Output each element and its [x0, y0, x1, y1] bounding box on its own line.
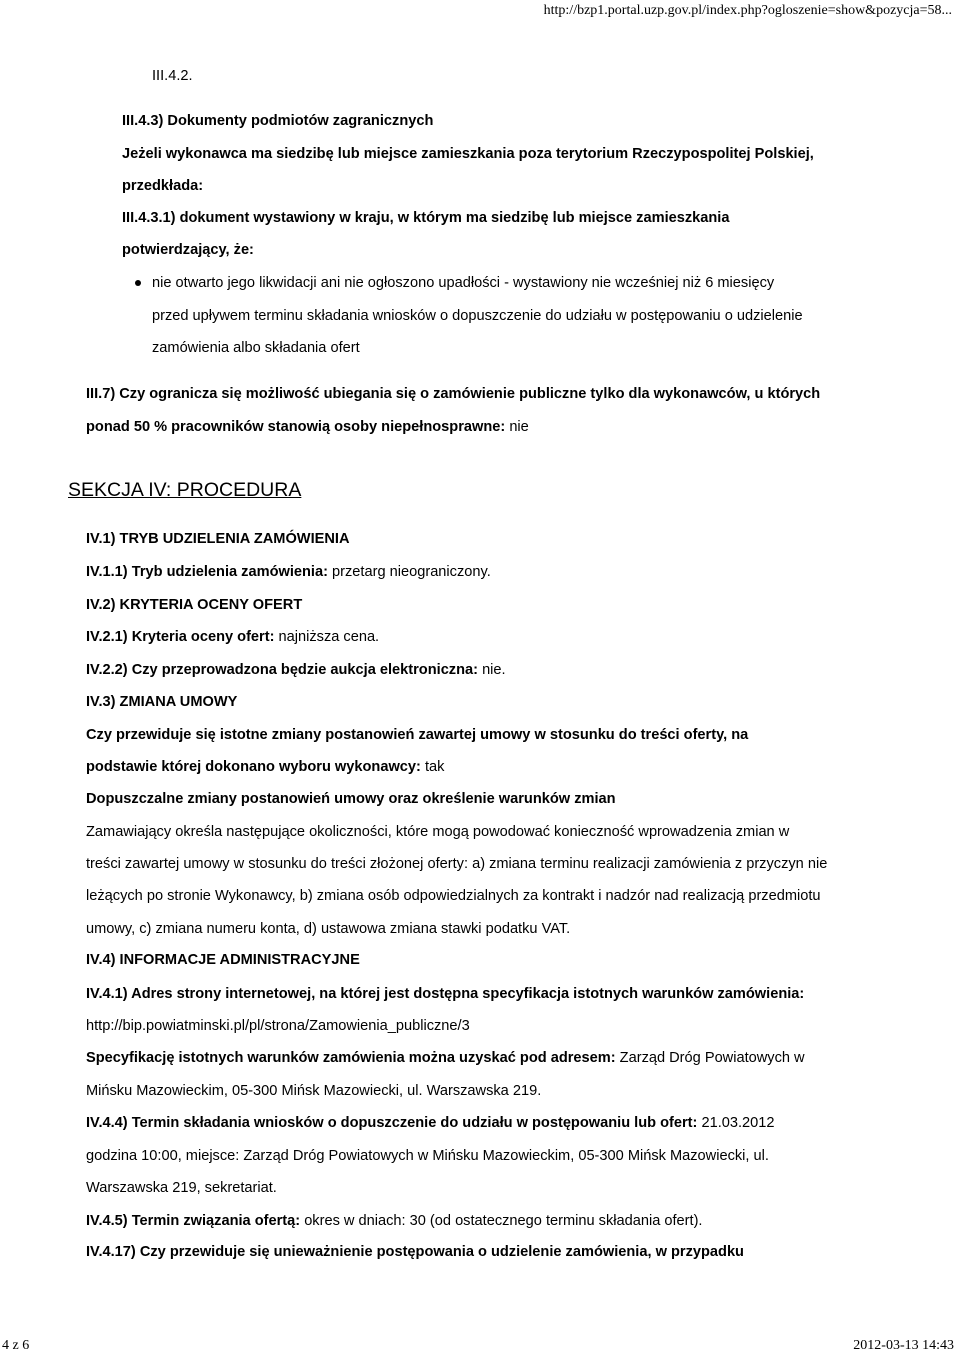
siwz-label: Specyfikację istotnych warunków zamówienia można uzyskać pod adresem:	[86, 1050, 616, 1066]
iv-2-1-value: najniższa cena.	[278, 629, 380, 645]
section-iv-4-heading: IV.4) INFORMACJE ADMINISTRACYJNE	[86, 952, 360, 968]
section-iv-3-heading: IV.3) ZMIANA UMOWY	[86, 694, 238, 710]
iv-3-question-label: podstawie której dokonano wyboru wykonawcy:	[86, 759, 421, 775]
section-iii-7-question-line-2	[86, 418, 529, 436]
print-datetime: 2012-03-13 14:43	[853, 1338, 954, 1353]
section-iii-7-question-line-1: III.7) Czy ogranicza się możliwość ubiegania się o zamówienie publiczne tylko dla wykonawców, u których	[86, 386, 821, 402]
iv-4-1-url: http://bip.powiatminski.pl/pl/strona/Zamowienia_publiczne/3	[86, 1018, 470, 1034]
bullet-text-line-2: przed upływem terminu składania wniosków o dopuszczenie do udziału w postępowaniu o udzielenie	[152, 308, 803, 324]
section-iv-2-2	[86, 661, 506, 679]
iv-3-changes-line-4: umowy, c) zmiana numeru konta, d) ustawowa zmiana stawki podatku VAT.	[86, 921, 571, 937]
iv-2-2-value: nie.	[482, 662, 506, 678]
iv-4-4-line-3: Warszawska 219, sekretariat.	[86, 1180, 277, 1196]
section-iv-2-1	[86, 628, 379, 646]
iv-3-answer: tak	[424, 759, 445, 775]
iv-4-4-line-1	[86, 1114, 775, 1132]
siwz-address-line-2: Mińsku Mazowieckim, 05-300 Mińsk Mazowiecki, ul. Warszawska 219.	[86, 1083, 542, 1099]
section-iv-1-heading: IV.1) TRYB UDZIELENIA ZAMÓWIENIA	[86, 531, 350, 547]
section-iii-4-3-heading: III.4.3) Dokumenty podmiotów zagranicznych	[122, 113, 434, 129]
siwz-value-1: Zarząd Dróg Powiatowych w	[619, 1050, 805, 1066]
iv-3-question-line-2	[86, 758, 444, 776]
iv-3-changes-line-1: Zamawiający określa następujące okoliczności, które mogą powodować konieczność wprowadzenia zmian w	[86, 824, 790, 840]
section-iii-4-2: III.4.2.	[152, 68, 193, 84]
siwz-address-line-1	[86, 1049, 805, 1067]
iv-4-5-line	[86, 1212, 703, 1230]
page-url: http://bzp1.portal.uzp.gov.pl/index.php?ogloszenie=show&pozycja=58...	[543, 3, 952, 18]
iv-4-1-label: IV.4.1) Adres strony internetowej, na której jest dostępna specyfikacja istotnych warunków zamówienia:	[86, 986, 805, 1002]
iv-4-5-value: okres w dniach: 30 (od ostatecznego terminu składania ofert).	[304, 1213, 703, 1229]
iv-4-17-line: IV.4.17) Czy przewiduje się unieważnienie postępowania o udzielenie zamówienia, w przypadku	[86, 1244, 744, 1260]
section-iii-4-3-1-line-2: potwierdzający, że:	[122, 242, 254, 258]
iv-4-5-label: IV.4.5) Termin związania ofertą:	[86, 1213, 301, 1229]
iv-4-4-label: IV.4.4) Termin składania wniosków o dopuszczenie do udziału w postępowaniu lub ofert:	[86, 1115, 698, 1131]
section-iv-1-1	[86, 563, 491, 581]
bullet-text-line-1: nie otwarto jego likwidacji ani nie ogłoszono upadłości - wystawiony nie wcześniej niż 6 miesięcy	[152, 275, 775, 291]
iv-2-1-label: IV.2.1) Kryteria oceny ofert:	[86, 629, 275, 645]
foreign-intro-line-1: Jeżeli wykonawca ma siedzibę lub miejsce zamieszkania poza terytorium Rzeczypospolitej Polskiej,	[122, 146, 814, 162]
section-iv-2-heading: IV.2) KRYTERIA OCENY OFERT	[86, 597, 303, 613]
bullet-icon	[135, 280, 141, 286]
iv-3-changes-line-2: treści zawartej umowy w stosunku do treści złożonej oferty: a) zmiana terminu realizacji zamówienia z przyczyn nie	[86, 856, 828, 872]
iv-1-1-value: przetarg nieograniczony.	[332, 564, 491, 580]
foreign-intro-line-2: przedkłada:	[122, 178, 204, 194]
iv-2-2-label: IV.2.2) Czy przeprowadzona będzie aukcja elektroniczna:	[86, 662, 478, 678]
iv-3-question-line-1: Czy przewiduje się istotne zmiany postanowień zawartej umowy w stosunku do treści oferty, na	[86, 727, 749, 743]
iv-3-changes-heading: Dopuszczalne zmiany postanowień umowy oraz określenie warunków zmian	[86, 791, 616, 807]
section-iv-title: SEKCJA IV: PROCEDURA	[68, 479, 302, 501]
page-counter: 4 z 6	[2, 1338, 30, 1353]
iv-3-changes-line-3: leżących po stronie Wykonawcy, b) zmiana osób odpowiedzialnych za kontrakt i nadzór nad realizacją przedmiotu	[86, 888, 821, 904]
iv-4-4-line-2: godzina 10:00, miejsce: Zarząd Dróg Powiatowych w Mińsku Mazowieckim, 05-300 Mińsk Mazowiecki, ul.	[86, 1148, 769, 1164]
bullet-text-line-3: zamówienia albo składania ofert	[152, 340, 360, 356]
iv-1-1-label: IV.1.1) Tryb udzielenia zamówienia:	[86, 564, 328, 580]
iv-4-4-value-1: 21.03.2012	[701, 1115, 775, 1131]
section-iii-7-question-label: ponad 50 % pracowników stanowią osoby niepełnosprawne:	[86, 419, 506, 435]
section-iii-7-answer: nie	[509, 419, 529, 435]
section-iii-4-3-1-line-1: III.4.3.1) dokument wystawiony w kraju, w którym ma siedzibę lub miejsce zamieszkania	[122, 210, 730, 226]
